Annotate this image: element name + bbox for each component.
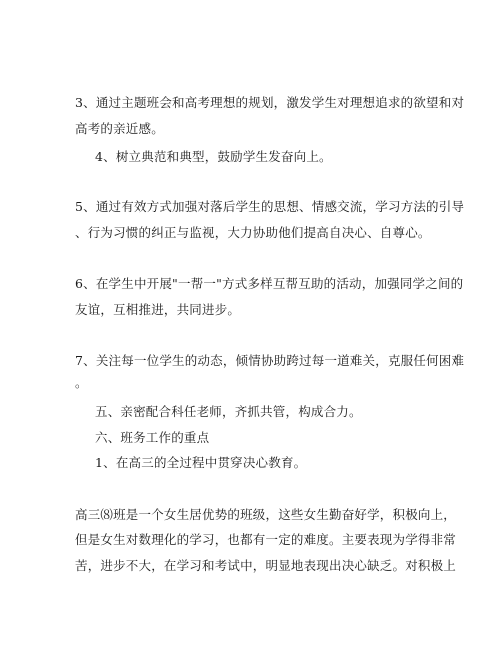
paragraph-3-line-1: 3、通过主题班会和高考理想的规划，激发学生对理想追求的欲望和对 [75, 95, 465, 110]
paragraph-7-line-2: 。 [75, 375, 88, 390]
paragraph-class-line-3: 苦，进步不大，在学习和考试中，明显地表现出决心缺乏。对积极上 [75, 558, 457, 573]
item-1: 1、在高三的全过程中贯穿决心教育。 [95, 455, 307, 470]
paragraph-6-line-2: 友谊，互相推进，共同进步。 [75, 302, 241, 317]
section-six-heading: 六、班务工作的重点 [95, 430, 210, 445]
section-five-heading: 五、亲密配合科任老师，齐抓共管，构成合力。 [95, 404, 362, 419]
paragraph-5-line-1: 5、通过有效方式加强对落后学生的思想、情感交流，学习方法的引导 [75, 199, 465, 214]
paragraph-4: 4、树立典范和典型，鼓励学生发奋向上。 [95, 149, 332, 164]
paragraph-5-line-2: 、行为习惯的纠正与监视，大力协助他们提高自决心、自尊心。 [75, 225, 431, 240]
paragraph-class-line-2: 但是女生对数理化的学习，也都有一定的难度。主要表现为学得非常 [75, 532, 457, 547]
paragraph-3-line-2: 高考的亲近感。 [75, 121, 164, 136]
paragraph-class-line-1: 高三⑻班是一个女生居优势的班级，这些女生勤奋好学，积极向上， [75, 507, 457, 522]
paragraph-7-line-1: 7、关注每一位学生的动态，倾情协助跨过每一道难关，克服任何困难 [75, 353, 465, 368]
paragraph-6-line-1: 6、在学生中开展"一帮一"方式多样互帮互助的活动，加强同学之间的 [75, 276, 464, 291]
